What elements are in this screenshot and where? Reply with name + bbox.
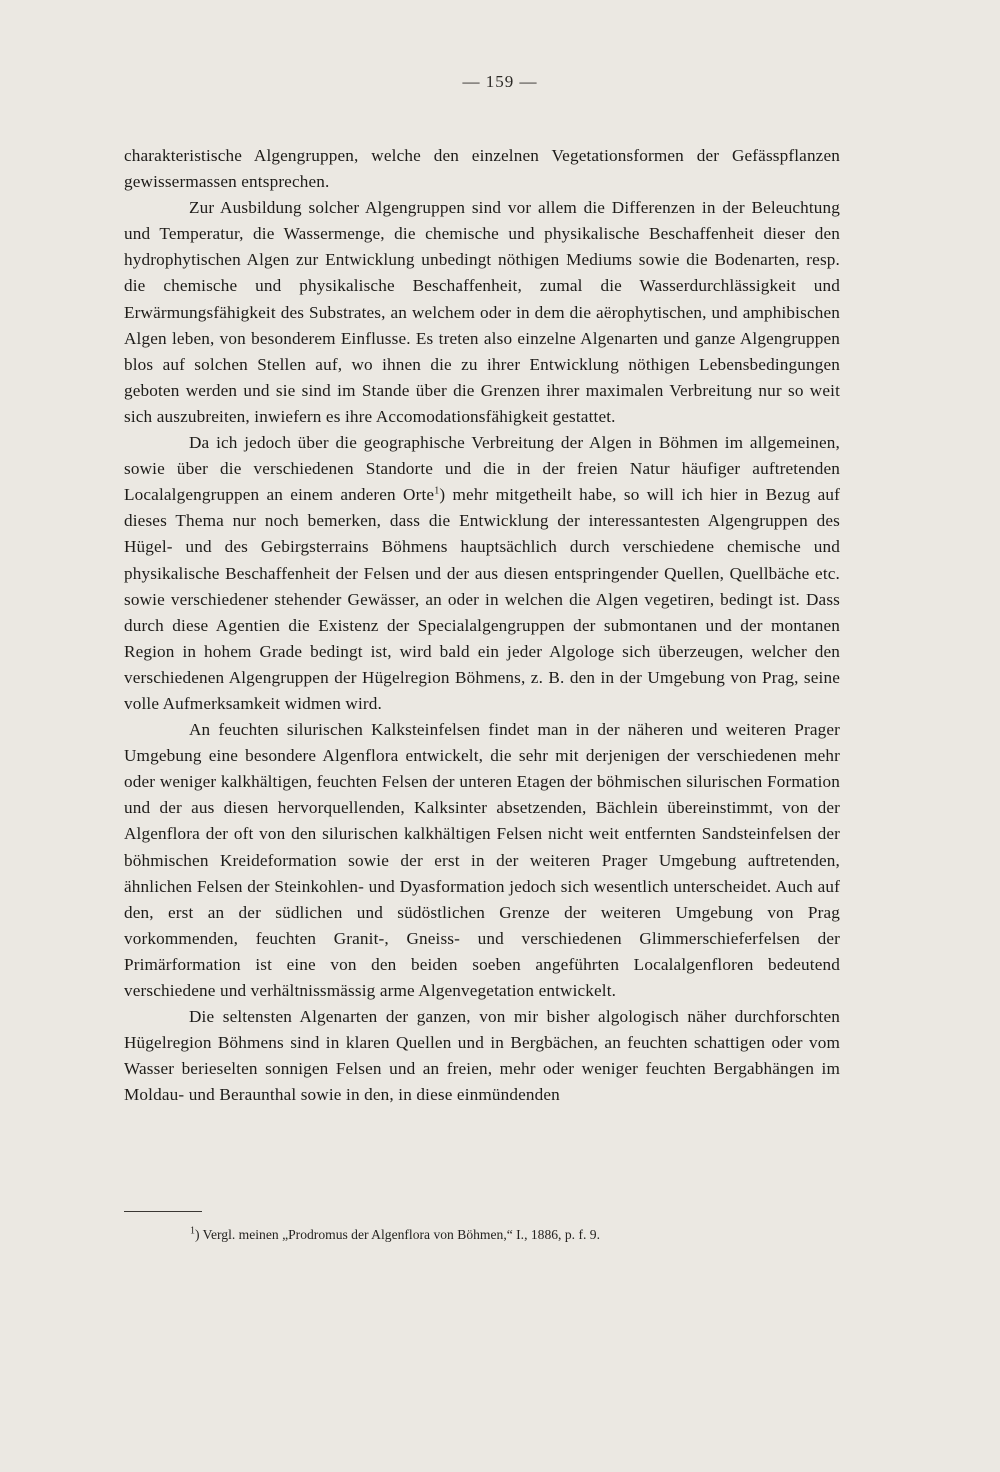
paragraph-continuation: charakteristische Algengruppen, welche den einzelnen Vegetationsformen der Gefässpflanzen gewissermassen entsprechen. xyxy=(124,146,840,192)
paragraph: An feuchten silurischen Kalksteinfelsen findet man in der näheren und weiteren Prager Umgebung eine besondere Algenflora entwickelt, die sehr mit derjenigen der verschiedenen mehr oder weniger kalkhältigen, feuchten Felsen der unteren Etagen der böhmischen silurischen Formation und der aus diesen hervorquellenden, Kalksinter absetzenden, Bächlein übereinstimmt, von der Algenflora der oft von den silurischen kalkhältigen Felsen nicht weit entfernten Sandsteinfelsen der böhmischen Kreideformation sowie der erst in der weiteren Prager Umgebung auftretenden, ähnlichen Felsen der Steinkohlen- und Dyasformation jedoch sich wesentlich unterscheidet. Auch auf den, erst an der südlichen und südöstlichen Grenze der weiteren Umgebung von Prag vorkommenden, feuchten Granit-, Gneiss- und verschiedenen Glimmerschieferfelsen der Primärformation ist eine von den beiden soeben angeführten Localalgenfloren bedeutend verschiedene und verhältnissmässig arme Algenvegetation entwickelt. xyxy=(124,720,840,1000)
footnote-divider xyxy=(124,1211,202,1212)
paragraph-text: Da ich jedoch über die geographische Verbreitung der Algen in Böhmen im allgemeinen, sowie über die verschiedenen Standorte und die in der freien Natur häufiger auftretenden Localalgengruppen an einem anderen Orte xyxy=(124,433,840,505)
body-text xyxy=(124,143,840,1108)
paragraph: Die seltensten Algenarten der ganzen, von mir bisher algologisch näher durchforschten Hügelregion Böhmens sind in klaren Quellen und in Bergbächen, an feuchten schattigen oder vom Wasser berieselten sonnigen Felsen und an freien, mehr oder weniger feuchten Bergabhängen im Moldau- und Beraunthal sowie in den, in diese einmündenden xyxy=(124,1007,840,1105)
footnote xyxy=(190,1226,830,1244)
paragraph-text: ) mehr mitgetheilt habe, so will ich hier in Bezug auf dieses Thema nur noch bemerken, dass die Entwicklung der interessantesten Algengruppen des Hügel- und des Gebirgsterrains Böhmens hauptsächlich durch verschiedene chemische und physikalische Beschaffenheit der Felsen und der aus diesen entspringender Quellen, Quellbäche etc. sowie verschiedener stehender Gewässer, an oder in welchen die Algen vegetiren, bedingt ist. Dass durch diese Agentien die Existenz der Specialalgengruppen der submontanen und der montanen Region in hohem Grade bedingt ist, wird bald ein jeder Algologe sich überzeugen, welcher den verschiedenen Algengruppen der Hügelregion Böhmens, z. B. den in der Umgebung von Prag, seine volle Aufmerksamkeit widmen wird. xyxy=(124,485,840,713)
footnote-reference[interactable]: 1 xyxy=(434,485,440,497)
paragraph xyxy=(124,430,840,717)
footnote-text: ) Vergl. meinen „Prodromus der Algenflora von Böhmen,“ I., 1886, p. f. 9. xyxy=(195,1227,600,1242)
footnote-marker: 1 xyxy=(190,1225,195,1237)
page-number: — 159 — xyxy=(462,72,538,91)
paragraph: Zur Ausbildung solcher Algengruppen sind vor allem die Differenzen in der Beleuchtung und Temperatur, die Wassermenge, die chemische und physikalische Beschaffenheit dieser den hydrophytischen Algen zur Entwicklung unbedingt nöthigen Mediums sowie die Bodenarten, resp. die chemische und physikalische Beschaffenheit, zumal die Wasserdurchlässigkeit und Erwärmungsfähigkeit des Substrates, an welchem oder in dem die aërophytischen, und amphibischen Algen leben, von besonderem Einflusse. Es treten also einzelne Algenarten und ganze Algengruppen blos auf solchen Stellen auf, wo ihnen die zu ihrer Entwicklung nöthigen Lebensbedingungen geboten werden und sie sind im Stande über die Grenzen ihrer maximalen Verbreitung nur so weit sich auszubreiten, inwiefern es ihre Accomodationsfähigkeit gestattet. xyxy=(124,198,840,426)
